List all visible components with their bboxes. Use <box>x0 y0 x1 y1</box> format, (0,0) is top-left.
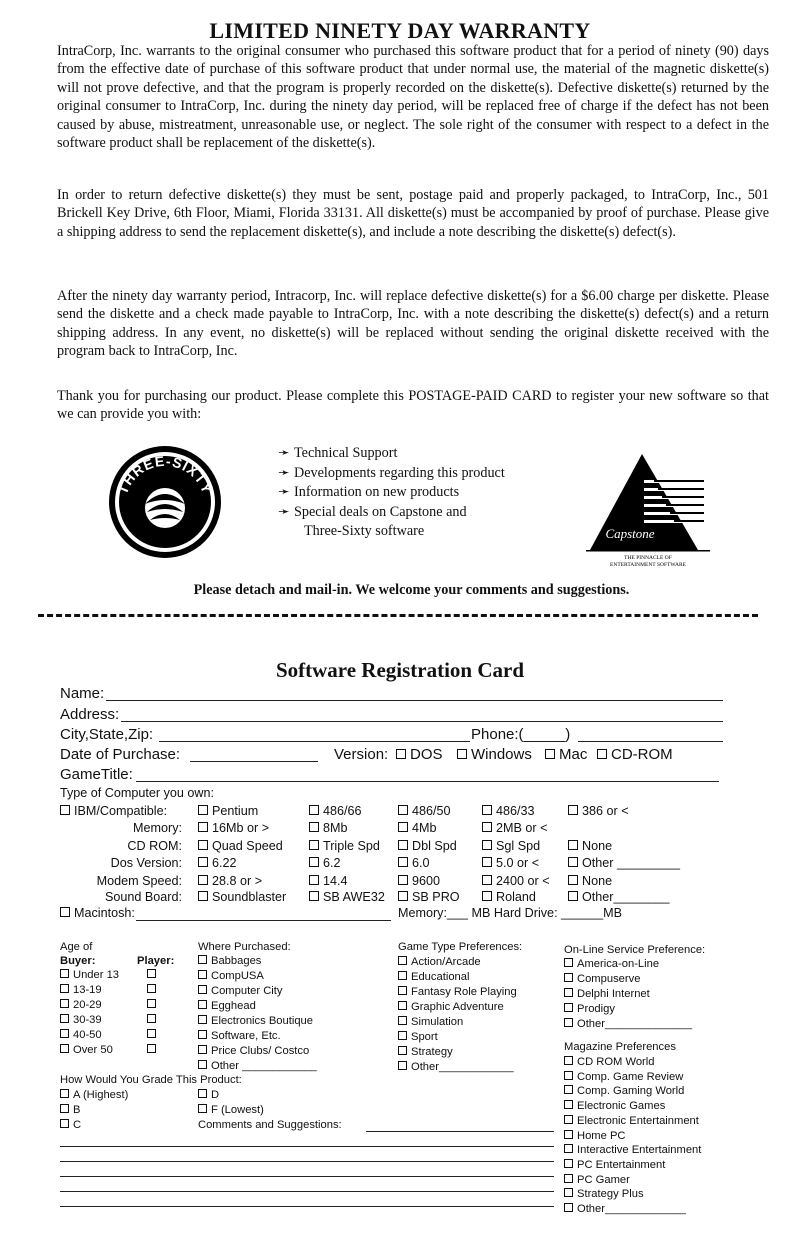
checkbox-icon <box>568 875 578 885</box>
benefit-item: ➛ Technical Support <box>278 444 568 464</box>
spec-option[interactable]: Sgl Spd <box>482 839 540 853</box>
age-of-label: Age of <box>60 941 93 953</box>
spec-option[interactable]: Triple Spd <box>309 839 380 853</box>
address-field[interactable] <box>121 721 723 722</box>
checkbox-icon <box>568 891 578 901</box>
age-buyer-option[interactable]: 30-39 <box>60 1014 102 1026</box>
spec-option[interactable]: 5.0 or < <box>482 856 539 870</box>
checkbox-icon <box>568 805 578 815</box>
name-label: Name: <box>60 685 105 702</box>
ibm-compatible-option[interactable]: IBM/Compatible: <box>60 804 167 818</box>
version-dos-option[interactable]: DOS <box>396 746 443 763</box>
checkbox-icon <box>564 1018 573 1027</box>
checkbox-icon <box>398 822 408 832</box>
where-purchased-option[interactable]: Other ____________ <box>198 1060 317 1072</box>
checkbox-icon <box>198 1060 207 1069</box>
grade-a-option[interactable]: A (Highest) <box>60 1089 128 1101</box>
checkbox-icon <box>564 1174 573 1183</box>
age-buyer-option[interactable]: 13-19 <box>60 984 102 996</box>
checkbox-icon <box>398 956 407 965</box>
spec-option[interactable]: None <box>568 874 612 888</box>
game-type-option[interactable]: Action/Arcade <box>398 956 481 968</box>
arrow-right-icon: ➛ <box>278 484 290 500</box>
checkbox-icon <box>398 805 408 815</box>
checkbox-icon <box>147 969 156 978</box>
magazine-option[interactable]: Electronic Games <box>564 1100 665 1112</box>
grade-c-option[interactable]: C <box>60 1119 81 1131</box>
checkbox-icon <box>564 1056 573 1065</box>
detach-instruction: Please detach and mail-in. We welcome your comments and suggestions. <box>193 582 630 598</box>
online-service-option[interactable]: Delphi Internet <box>564 988 650 1000</box>
version-label: Version: <box>334 746 389 763</box>
age-buyer-option[interactable]: Under 13 <box>60 969 119 981</box>
cut-line <box>38 614 758 621</box>
checkbox-icon <box>564 1188 573 1197</box>
address-label: Address: <box>60 706 120 723</box>
checkbox-icon <box>60 1104 69 1113</box>
checkbox-icon <box>564 1085 573 1094</box>
memory-hard-drive-line: Memory:___ MB Hard Drive: ______MB <box>398 906 622 920</box>
magazine-option[interactable]: Other_____________ <box>564 1203 686 1215</box>
magazine-option[interactable]: PC Gamer <box>564 1174 630 1186</box>
age-player-checkbox[interactable] <box>147 1029 160 1041</box>
comments-label: Comments and Suggestions: <box>198 1119 342 1131</box>
three-sixty-logo <box>107 444 223 560</box>
checkbox-icon <box>398 1061 407 1070</box>
spec-option[interactable]: 28.8 or > <box>198 874 262 888</box>
checkbox-icon <box>60 1044 69 1053</box>
spec-option[interactable]: None <box>568 839 612 853</box>
benefit-item: ➛ Information on new products <box>278 483 568 503</box>
checkbox-icon <box>564 1203 573 1212</box>
checkbox-icon <box>147 1029 156 1038</box>
grade-header: How Would You Grade This Product: <box>60 1074 242 1086</box>
age-buyer-option[interactable]: Over 50 <box>60 1044 113 1056</box>
phone-label: Phone:(_____) <box>471 726 571 743</box>
grade-d-option[interactable]: D <box>198 1089 219 1101</box>
online-service-option[interactable]: America-on-Line <box>564 958 659 970</box>
checkbox-icon <box>564 1003 573 1012</box>
online-service-option[interactable]: Prodigy <box>564 1003 615 1015</box>
arrow-right-icon: ➛ <box>278 503 290 520</box>
computer-type-header: Type of Computer you own: <box>60 786 215 800</box>
checkbox-icon <box>60 1119 69 1128</box>
spec-row-label: CD ROM: <box>127 839 182 853</box>
three-sixty-logo-text: THREE-SIXTY <box>114 452 216 497</box>
capstone-logo-text: Capstone <box>605 526 655 541</box>
checkbox-icon <box>309 822 319 832</box>
checkbox-icon <box>398 857 408 867</box>
spec-option[interactable]: 16Mb or > <box>198 821 269 835</box>
checkbox-icon <box>398 1031 407 1040</box>
where-purchased-option[interactable]: Price Clubs/ Costco <box>198 1045 309 1057</box>
where-purchased-option[interactable]: CompUSA <box>198 970 264 982</box>
online-service-option[interactable]: Other______________ <box>564 1018 692 1030</box>
checkbox-icon <box>198 805 208 815</box>
where-purchased-option[interactable]: Egghead <box>198 1000 256 1012</box>
checkbox-icon <box>60 984 69 993</box>
checkbox-icon <box>398 971 407 980</box>
spec-option[interactable]: 8Mb <box>309 821 348 835</box>
comments-field-line[interactable] <box>60 1161 554 1162</box>
checkbox-icon <box>398 891 408 901</box>
warranty-paragraph-3: After the ninety day warranty period, Intracorp, Inc. will replace defective diskette(s) for a $6.00 charge per diskette. Please send the diskette and a check made payable to IntraCorp, Inc. with a note describing the diskette(s) defect(s) and a return shipping address. In any event, no diskette(s) will be replaced without sending the original diskette received with the program back to IntraCorp, Inc. <box>57 288 769 360</box>
checkbox-icon <box>568 840 578 850</box>
checkbox-icon <box>398 1016 407 1025</box>
age-buyer-option[interactable]: 40-50 <box>60 1029 102 1041</box>
spec-row-label: Memory: <box>133 821 182 835</box>
comments-field-line[interactable] <box>60 1176 554 1177</box>
checkbox-icon <box>457 749 467 759</box>
checkbox-icon <box>198 985 207 994</box>
grade-b-option[interactable]: B <box>60 1104 80 1116</box>
game-type-option[interactable]: Other____________ <box>398 1061 514 1073</box>
checkbox-icon <box>309 840 319 850</box>
checkbox-icon <box>198 955 207 964</box>
spec-option[interactable]: Quad Speed <box>198 839 283 853</box>
benefit-item-continued: Three-Sixty software <box>304 523 425 539</box>
magazine-option[interactable]: Comp. Gaming World <box>564 1085 684 1097</box>
comments-field-line[interactable] <box>60 1191 554 1192</box>
checkbox-icon <box>564 958 573 967</box>
date-of-purchase-field[interactable] <box>190 761 318 762</box>
arrow-right-icon: ➛ <box>278 445 290 461</box>
checkbox-icon <box>198 970 207 979</box>
magazine-option[interactable]: PC Entertainment <box>564 1159 665 1171</box>
spec-option[interactable]: 9600 <box>398 874 440 888</box>
checkbox-icon <box>564 988 573 997</box>
game-type-header: Game Type Preferences: <box>398 941 523 953</box>
checkbox-icon <box>568 857 578 867</box>
checkbox-icon <box>60 1014 69 1023</box>
checkbox-icon <box>309 891 319 901</box>
checkbox-icon <box>398 840 408 850</box>
where-purchased-option[interactable]: Computer City <box>198 985 283 997</box>
game-type-option[interactable]: Fantasy Role Playing <box>398 986 517 998</box>
spec-row-label: Dos Version: <box>110 856 182 870</box>
warranty-paragraph-2: In order to return defective diskette(s) they must be sent, postage paid and properly packaged, to IntraCorp, Inc., 501 Brickell Key Drive, 6th Floor, Miami, Florida 33131. All diskette(s) must be accompanied by proof of purchase. Please give a shipping address to send the replacement diskette(s), and include a note describing the diskette(s) defect(s). <box>57 187 769 240</box>
version-cd-rom-option[interactable]: CD-ROM <box>597 746 673 763</box>
checkbox-icon <box>564 1071 573 1080</box>
magazine-header: Magazine Preferences <box>564 1041 676 1053</box>
game-title-label: GameTitle: <box>60 766 133 783</box>
magazine-option[interactable]: Home PC <box>564 1130 626 1142</box>
checkbox-icon <box>198 1000 207 1009</box>
spec-option[interactable]: Other _________ <box>568 856 680 870</box>
spec-option[interactable]: 4Mb <box>398 821 437 835</box>
spec-option[interactable]: Soundblaster <box>198 890 286 904</box>
checkbox-icon <box>482 805 492 815</box>
checkbox-icon <box>564 1159 573 1168</box>
comments-field-line[interactable] <box>366 1131 554 1132</box>
checkbox-icon <box>398 875 408 885</box>
date-of-purchase-label: Date of Purchase: <box>60 746 181 763</box>
spec-option[interactable]: 2MB or < <box>482 821 547 835</box>
checkbox-icon <box>482 875 492 885</box>
checkbox-icon <box>564 1115 573 1124</box>
spec-option[interactable]: 6.22 <box>198 856 237 870</box>
where-purchased-option[interactable]: Electronics Boutique <box>198 1015 313 1027</box>
warranty-paragraph-4: Thank you for purchasing our product. Please complete this POSTAGE-PAID CARD to register your new software so that we can provide you with: <box>57 388 769 423</box>
checkbox-icon <box>60 907 70 917</box>
where-purchased-option[interactable]: Software, Etc. <box>198 1030 281 1042</box>
game-type-option[interactable]: Strategy <box>398 1046 453 1058</box>
grade-f-option[interactable]: F (Lowest) <box>198 1104 264 1116</box>
spec-option[interactable]: 486/33 <box>482 804 535 818</box>
age-player-checkbox[interactable] <box>147 1044 160 1056</box>
age-buyer-option[interactable]: 20-29 <box>60 999 102 1011</box>
checkbox-icon <box>198 840 208 850</box>
checkbox-icon <box>60 805 70 815</box>
checkbox-icon <box>147 1014 156 1023</box>
checkbox-icon <box>396 749 406 759</box>
checkbox-icon <box>564 1130 573 1139</box>
checkbox-icon <box>198 875 208 885</box>
spec-option[interactable]: Dbl Spd <box>398 839 457 853</box>
checkbox-icon <box>482 891 492 901</box>
checkbox-icon <box>398 986 407 995</box>
checkbox-icon <box>545 749 555 759</box>
checkbox-icon <box>597 749 607 759</box>
checkbox-icon <box>564 973 573 982</box>
capstone-logo <box>582 450 714 570</box>
checkbox-icon <box>309 875 319 885</box>
checkbox-icon <box>147 984 156 993</box>
spec-option[interactable]: 386 or < <box>568 804 629 818</box>
checkbox-icon <box>309 805 319 815</box>
arrow-right-icon: ➛ <box>278 464 290 481</box>
checkbox-icon <box>564 1100 573 1109</box>
registration-card-title: Software Registration Card <box>275 658 525 682</box>
game-type-option[interactable]: Graphic Adventure <box>398 1001 504 1013</box>
spec-option[interactable]: Pentium <box>198 804 258 818</box>
checkbox-icon <box>482 822 492 832</box>
spec-option[interactable]: SB PRO <box>398 890 460 904</box>
checkbox-icon <box>198 1089 207 1098</box>
spec-option[interactable]: 486/66 <box>309 804 362 818</box>
spec-option[interactable]: Other________ <box>568 890 670 904</box>
macintosh-option[interactable]: Macintosh: <box>60 906 135 920</box>
spec-option[interactable]: 6.0 <box>398 856 430 870</box>
spec-option[interactable]: 2400 or < <box>482 874 550 888</box>
game-type-option[interactable]: Sport <box>398 1031 438 1043</box>
checkbox-icon <box>398 1001 407 1010</box>
checkbox-icon <box>60 969 69 978</box>
spec-option[interactable]: 14.4 <box>309 874 348 888</box>
magazine-option[interactable]: Interactive Entertainment <box>564 1144 701 1156</box>
checkbox-icon <box>147 999 156 1008</box>
game-type-option[interactable]: Simulation <box>398 1016 463 1028</box>
spec-option[interactable]: Roland <box>482 890 536 904</box>
version-windows-option[interactable]: Windows <box>457 746 532 763</box>
checkbox-icon <box>198 822 208 832</box>
comments-field-line[interactable] <box>60 1146 554 1147</box>
comments-field-line[interactable] <box>60 1206 554 1207</box>
magazine-option[interactable]: Strategy Plus <box>564 1188 644 1200</box>
checkbox-icon <box>198 891 208 901</box>
magazine-option[interactable]: Comp. Game Review <box>564 1071 683 1083</box>
online-service-option[interactable]: Compuserve <box>564 973 640 985</box>
checkbox-icon <box>198 1104 207 1113</box>
checkbox-icon <box>482 857 492 867</box>
game-type-option[interactable]: Educational <box>398 971 469 983</box>
age-player-checkbox[interactable] <box>147 999 160 1011</box>
city-state-zip-label: City,State,Zip: <box>60 726 154 743</box>
game-title-field[interactable] <box>136 781 719 782</box>
checkbox-icon <box>309 857 319 867</box>
spec-option[interactable]: 486/50 <box>398 804 451 818</box>
checkbox-icon <box>147 1044 156 1053</box>
checkbox-icon <box>60 1089 69 1098</box>
checkbox-icon <box>198 1030 207 1039</box>
checkbox-icon <box>60 999 69 1008</box>
checkbox-icon <box>398 1046 407 1055</box>
spec-row-label: Modem Speed: <box>96 874 182 888</box>
age-player-checkbox[interactable] <box>147 984 160 996</box>
benefit-item: ➛ Developments regarding this product <box>278 464 568 484</box>
checkbox-icon <box>564 1144 573 1153</box>
checkbox-icon <box>198 1015 207 1024</box>
age-player-checkbox[interactable] <box>147 969 160 981</box>
capstone-tagline-2: ENTERTAINMENT SOFTWARE <box>610 562 686 568</box>
age-player-checkbox[interactable] <box>147 1014 160 1026</box>
magazine-option[interactable]: Electronic Entertainment <box>564 1115 699 1127</box>
checkbox-icon <box>198 1045 207 1054</box>
checkbox-icon <box>60 1029 69 1038</box>
name-field[interactable] <box>106 700 723 701</box>
checkbox-icon <box>482 840 492 850</box>
online-service-header: On-Line Service Preference: <box>564 944 706 956</box>
warranty-title: LIMITED NINETY DAY WARRANTY <box>209 18 591 43</box>
magazine-option[interactable]: CD ROM World <box>564 1056 655 1068</box>
where-purchased-header: Where Purchased: <box>198 941 291 953</box>
spec-option[interactable]: SB AWE32 <box>309 890 385 904</box>
city-state-zip-field[interactable] <box>159 741 470 742</box>
version-mac-option[interactable]: Mac <box>545 746 587 763</box>
where-purchased-option[interactable]: Babbages <box>198 955 261 967</box>
warranty-paragraph-1: IntraCorp, Inc. warrants to the original consumer who purchased this software product that for a period of ninety (90) days from the effective date of purchase of this software product that under normal use, the material of the magnetic diskette(s) will not prove defective, and that the program is properly recorded on the diskette(s). Defective diskette(s) returned by the original consumer to IntraCorp, Inc. during the ninety day period, will be replaced free of charge if the defect has not been caused by abuse, mistreatment, unreasonable use, or neglect. The sole right of the consumer with respect to a defect in the software product shall be replacement of the diskette(s). <box>57 43 769 152</box>
macintosh-field[interactable] <box>136 920 391 921</box>
spec-row-label: Sound Board: <box>104 890 182 904</box>
buyer-label: Buyer: <box>60 955 96 967</box>
checkbox-icon <box>198 857 208 867</box>
benefits-list <box>278 444 568 542</box>
spec-option[interactable]: 6.2 <box>309 856 341 870</box>
phone-field[interactable] <box>578 741 723 742</box>
benefit-item: ➛ Special deals on Capstone and <box>278 503 568 523</box>
capstone-tagline-1: THE PINNACLE OF <box>624 555 672 561</box>
player-label: Player: <box>137 955 175 967</box>
